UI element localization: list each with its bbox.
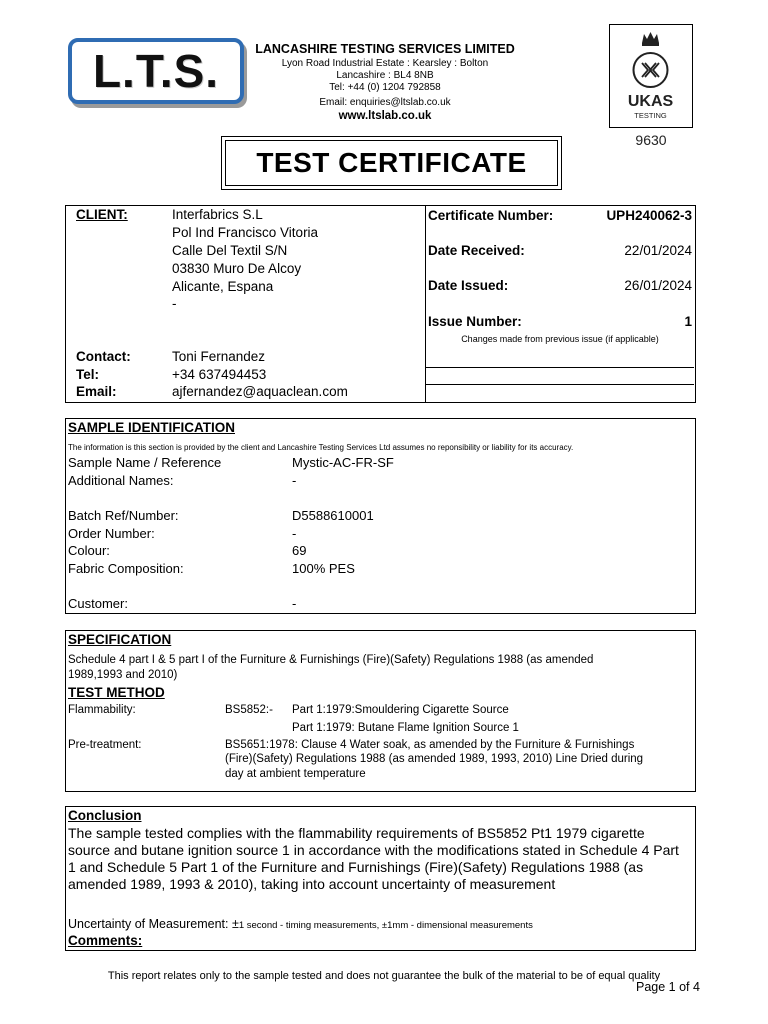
flammability-standard: BS5852:- bbox=[225, 704, 273, 716]
specification-text: Schedule 4 part I & 5 part I of the Furniture & Furnishings (Fire)(Safety) Regulations 1988 (as amended bbox=[68, 654, 594, 666]
sample-row-label: Colour: bbox=[68, 543, 110, 558]
sample-row-value: - bbox=[292, 596, 297, 611]
client-line: Calle Del Textil S/N bbox=[172, 243, 288, 258]
sample-disclaimer: The information is this section is provided by the client and Lancashire Testing Services Ltd assumes no reponsibility or liability for its accuracy. bbox=[68, 443, 574, 452]
tel-value: +34 637494453 bbox=[172, 367, 267, 382]
certificate-number-label: Certificate Number: bbox=[428, 208, 554, 223]
company-email: Email: enquiries@ltslab.co.uk bbox=[319, 97, 451, 108]
company-tel: Tel: +44 (0) 1204 792858 bbox=[329, 82, 441, 93]
pretreatment-text: day at ambient temperature bbox=[225, 768, 366, 780]
issue-number: 1 bbox=[684, 314, 692, 329]
specification-title: SPECIFICATION bbox=[68, 632, 172, 647]
ukas-label: UKAS bbox=[627, 93, 674, 110]
client-line: Alicante, Espana bbox=[172, 279, 274, 294]
uncertainty bbox=[68, 915, 533, 933]
logo-text: L.T.S. bbox=[92, 45, 220, 97]
conclusion-text: amended 1989, 1993 & 2010), taking into account uncertainty of measurement bbox=[68, 876, 556, 892]
tel-label: Tel: bbox=[76, 367, 99, 382]
client-line: Interfabrics S.L bbox=[172, 207, 263, 222]
sample-row-label: Additional Names: bbox=[68, 473, 174, 488]
title-frame bbox=[221, 136, 562, 190]
conclusion-title: Conclusion bbox=[68, 808, 142, 823]
email-value: ajfernandez@aquaclean.com bbox=[172, 384, 348, 399]
page-title: TEST CERTIFICATE bbox=[225, 140, 558, 186]
sample-row-label: Customer: bbox=[68, 596, 128, 611]
ukas-badge bbox=[609, 24, 693, 128]
date-issued: 26/01/2024 bbox=[624, 278, 692, 293]
conclusion-text: 1 and Schedule 5 Part 1 of the Furniture and Furnishings (Fire)(Safety) Regulations 1988 (as bbox=[68, 859, 644, 875]
pretreatment-text: BS5651:1978: Clause 4 Water soak, as amended by the Furniture & Furnishings bbox=[225, 739, 635, 751]
client-label: CLIENT: bbox=[76, 207, 128, 222]
change-line bbox=[426, 384, 694, 385]
change-line bbox=[426, 367, 694, 368]
flammability-label: Flammability: bbox=[68, 704, 136, 716]
footer-note: This report relates only to the sample tested and does not guarantee the bulk of the material to be of equal quality bbox=[107, 970, 661, 982]
specification-text: 1989,1993 and 2010) bbox=[68, 669, 178, 681]
comments-label: Comments: bbox=[68, 933, 143, 948]
issue-number-label: Issue Number: bbox=[428, 314, 522, 329]
changes-note: Changes made from previous issue (if applicable) bbox=[461, 334, 659, 344]
certificate-number: UPH240062-3 bbox=[606, 208, 692, 223]
company-website: www.ltslab.co.uk bbox=[338, 110, 432, 122]
client-line: - bbox=[172, 296, 177, 311]
company-name: LANCASHIRE TESTING SERVICES LIMITED bbox=[255, 42, 515, 56]
uncertainty-label: Uncertainty of Measurement: ± bbox=[68, 917, 239, 931]
sample-row-label: Fabric Composition: bbox=[68, 561, 184, 576]
sample-title: SAMPLE IDENTIFICATION bbox=[68, 420, 235, 435]
date-received: 22/01/2024 bbox=[624, 243, 692, 258]
sample-row-label: Sample Name / Reference bbox=[68, 455, 222, 470]
sample-row-value: D5588610001 bbox=[292, 508, 374, 523]
client-line: 03830 Muro De Alcoy bbox=[172, 261, 302, 276]
uncertainty-text: 1 second - timing measurements, ±1mm - dimensional measurements bbox=[238, 920, 533, 931]
flammability-part: Part 1:1979: Butane Flame Ignition Source 1 bbox=[292, 722, 519, 734]
conclusion-text: source and butane ignition source 1 in accordance with the modifications stated in Schedule 4 Part bbox=[68, 842, 679, 858]
pretreatment-label: Pre-treatment: bbox=[68, 739, 142, 751]
sample-row-value: Mystic-AC-FR-SF bbox=[292, 455, 394, 470]
ukas-number: 9630 bbox=[635, 132, 667, 148]
sample-row-label: Order Number: bbox=[68, 526, 155, 541]
sample-row-value: 69 bbox=[292, 543, 307, 558]
page-number: Page 1 of 4 bbox=[636, 980, 700, 994]
company-address-line1: Lyon Road Industrial Estate : Kearsley : Bolton bbox=[281, 58, 489, 69]
sample-row-label: Batch Ref/Number: bbox=[68, 508, 179, 523]
ukas-crown-icon bbox=[610, 25, 691, 126]
email-label: Email: bbox=[76, 384, 117, 399]
test-method-title: TEST METHOD bbox=[68, 685, 165, 700]
contact-value: Toni Fernandez bbox=[172, 349, 266, 364]
client-divider bbox=[425, 205, 426, 403]
conclusion-text: The sample tested complies with the flammability requirements of BS5852 Pt1 1979 cigarette bbox=[68, 825, 645, 841]
pretreatment-text: (Fire)(Safety) Regulations 1988 (as amended 1989, 1993, 2010) Line Dried during bbox=[225, 753, 644, 765]
flammability-part: Part 1:1979:Smouldering Cigarette Source bbox=[292, 704, 509, 716]
ukas-sub: TESTING bbox=[634, 111, 667, 120]
sample-row-value: - bbox=[292, 526, 297, 541]
contact-label: Contact: bbox=[76, 349, 131, 364]
lts-logo bbox=[68, 38, 244, 104]
company-address-line2: Lancashire : BL4 8NB bbox=[336, 70, 434, 81]
client-line: Pol Ind Francisco Vitoria bbox=[172, 225, 319, 240]
sample-row-value: 100% PES bbox=[292, 561, 355, 576]
date-issued-label: Date Issued: bbox=[428, 278, 509, 293]
client-section bbox=[65, 205, 696, 403]
date-received-label: Date Received: bbox=[428, 243, 525, 258]
sample-row-value: - bbox=[292, 473, 297, 488]
